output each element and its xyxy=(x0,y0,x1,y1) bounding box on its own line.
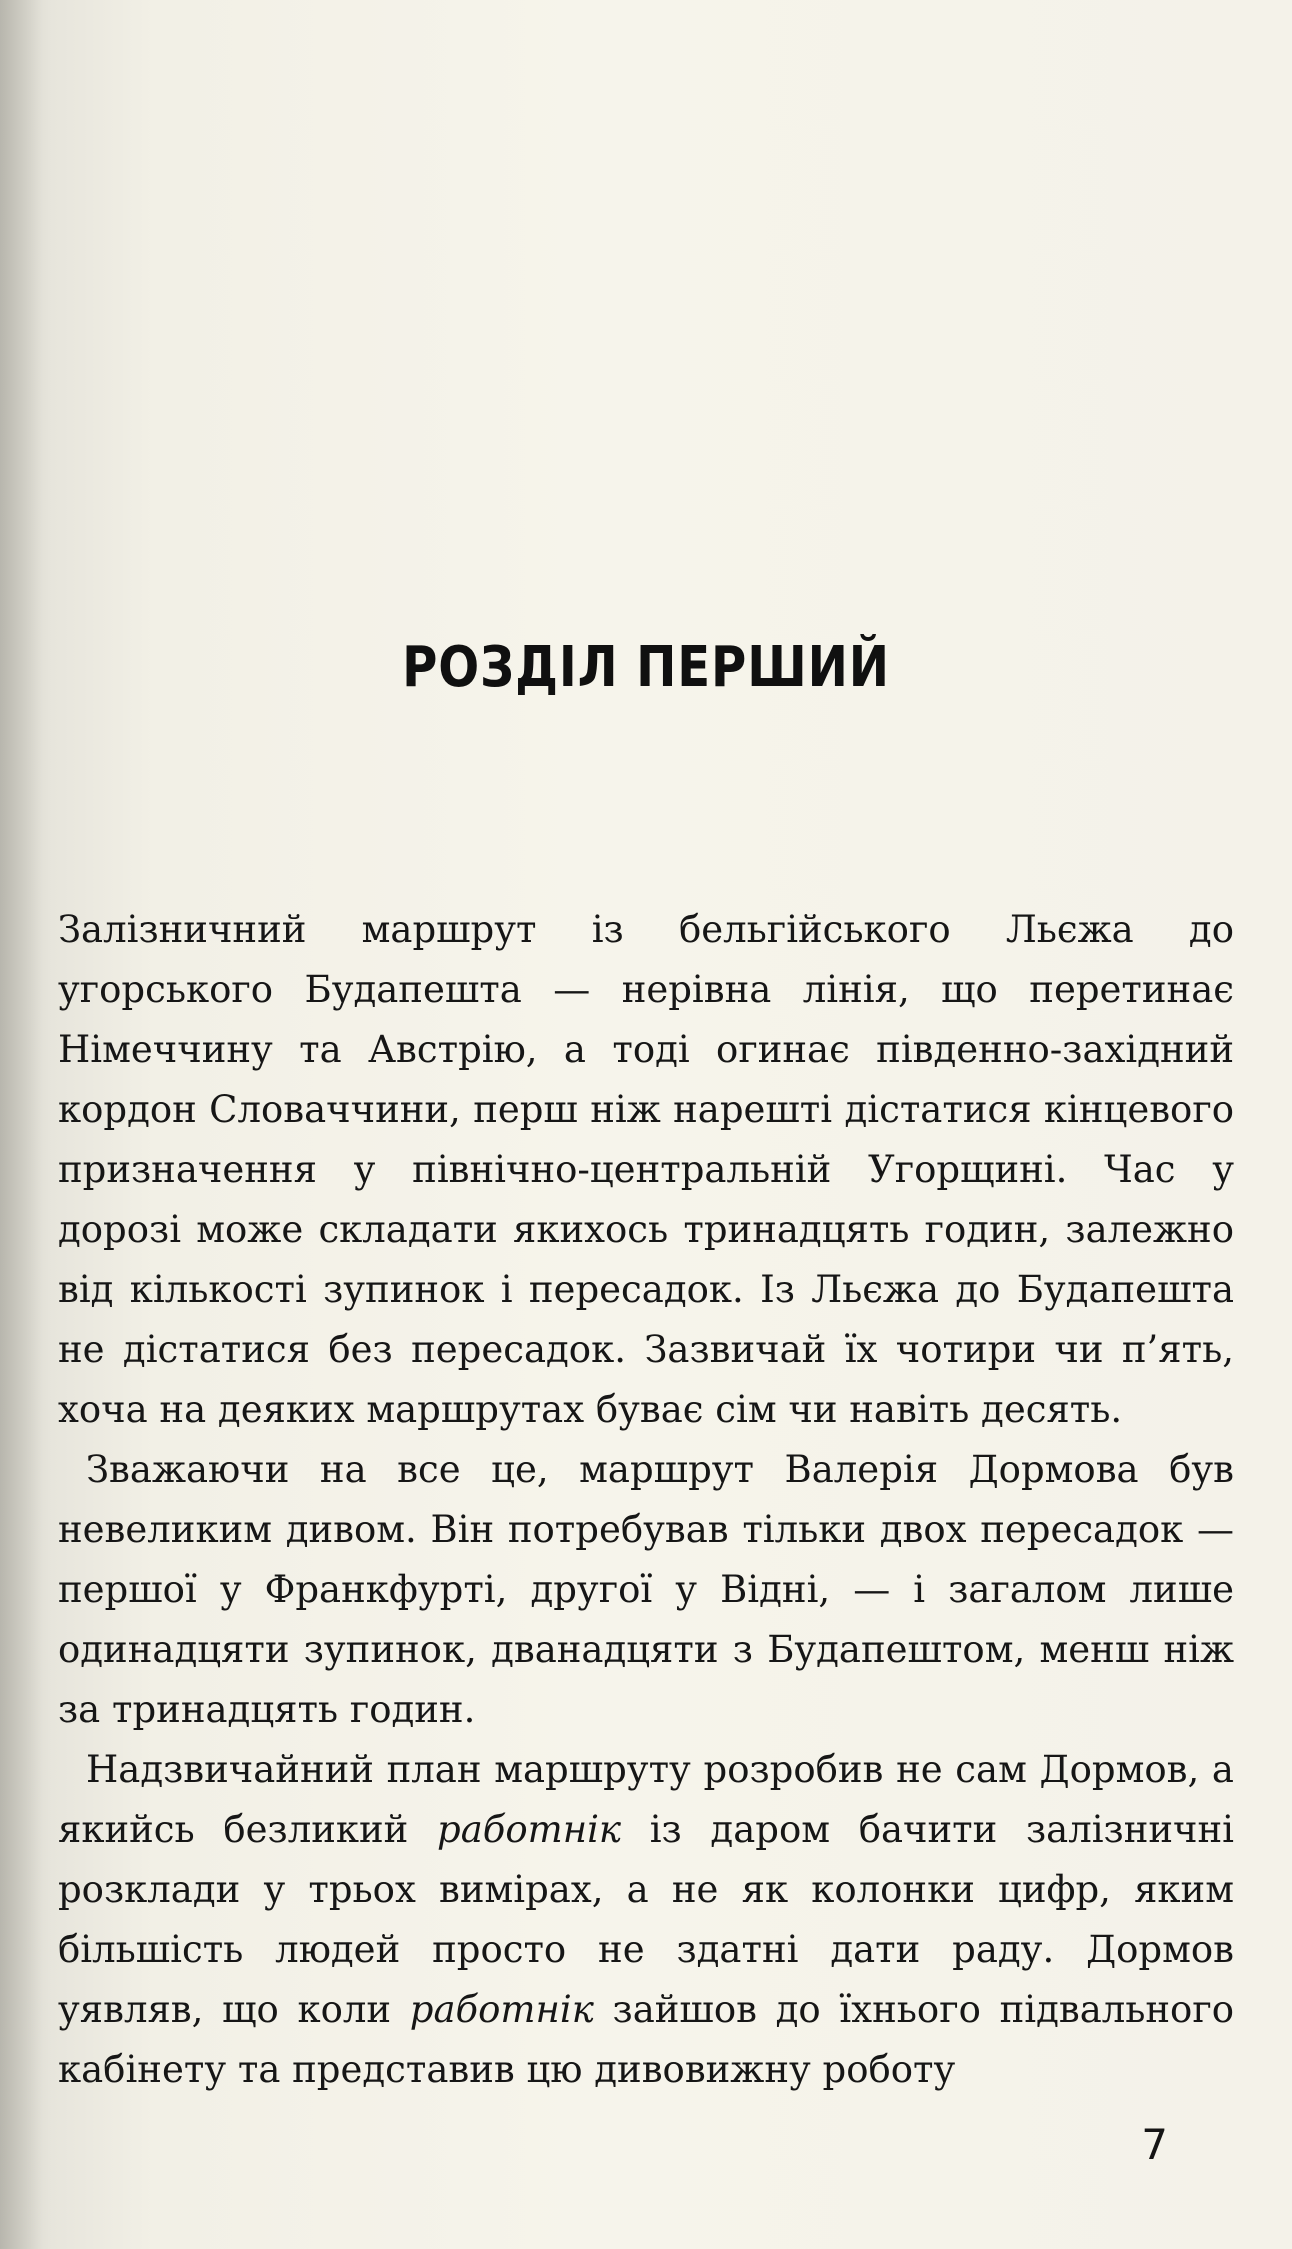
paragraph-3-italic-word-1: работнік xyxy=(437,1808,622,1851)
paragraph-3-part-1: Надзвичайний план маршруту розробив не сам Дормов, а якийсь безликий xyxy=(58,1748,1234,1851)
page-number: 7 xyxy=(1141,2120,1168,2169)
paragraph-3 xyxy=(58,1740,1234,2100)
paragraph-3-italic-word-2: работнік xyxy=(409,1988,594,2031)
page-gutter-shadow xyxy=(0,0,42,2249)
paragraph-3-part-3: зайшов до їхнього підвального кабінету та представив цю дивовижну роботу xyxy=(58,1988,1234,2091)
paragraph-3-part-2: із даром бачити залізничні розклади у трьох вимірах, а не як колонки цифр, яким більшість людей просто не здатні дати раду. Дормов уявляв, що коли xyxy=(58,1808,1235,2031)
chapter-title: РОЗДІЛ ПЕРШИЙ xyxy=(402,635,890,700)
body-text xyxy=(58,900,1234,2100)
paragraph-2: Зважаючи на все це, маршрут Валерія Дормова був невеликим дивом. Він потребував тільки двох пересадок — першої у Франкфурті, другої у Відні, — і загалом лише одинадцяти зупинок, дванадцяти з Будапештом, менш ніж за тринадцять годин. xyxy=(58,1448,1234,1731)
paragraph-1: Залізничний маршрут із бельгійського Льєжа до угорського Будапешта — нерівна лінія, що перетинає Німеччину та Австрію, а тоді огинає південно-західний кордон Словаччини, перш ніж нарешті дістатися кінцевого призначення у північно-центральній Угорщині. Час у дорозі може складати якихось тринадцять годин, залежно від кількості зупинок і пересадок. Із Льєжа до Будапешта не дістатися без пересадок. Зазвичай їх чотири чи п’ять, хоча на деяких маршрутах буває сім чи навіть десять. xyxy=(58,908,1234,1431)
